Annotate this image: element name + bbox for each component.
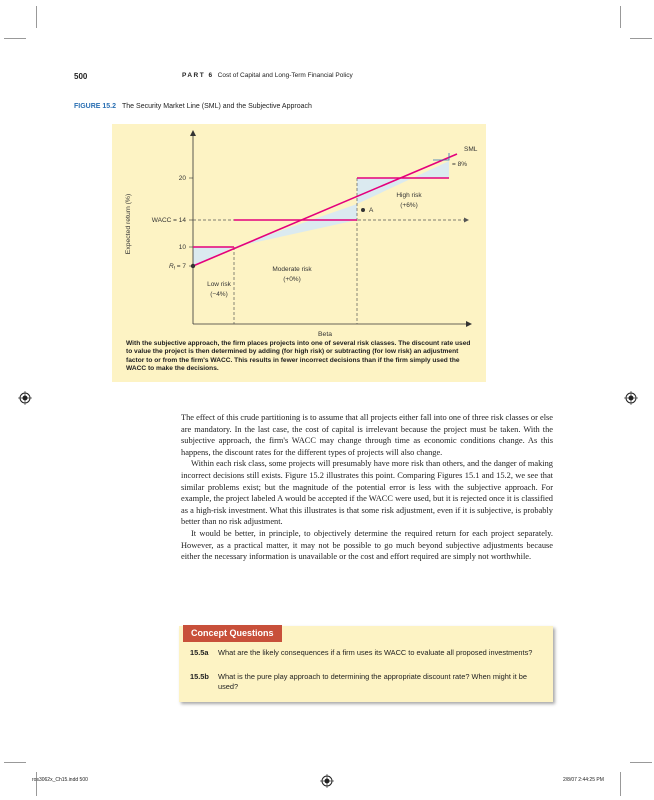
footer-timestamp: 2/8/07 2:44:25 PM [563, 777, 604, 783]
page-number: 500 [74, 72, 88, 81]
y-tick-label: 20 [178, 175, 186, 182]
question-text: What is the pure play approach to determining the appropriate discount rate? When might it be used? [218, 672, 527, 691]
paragraph: The effect of this crude partitioning is to assume that all projects either fall into one of three risk classes or else are mandatory. In the last case, the cost of capital is irrelevant because the project must be taken. With the subjective approach, the firm's WACC may change through time as economic conditions change. As this happens, the discount rates for the different types of projects will also change. [181, 413, 553, 457]
crop-mark [36, 772, 37, 796]
question-number: 15.5b [190, 672, 209, 681]
question-text: What are the likely consequences if a firm uses its WACC to evaluate all proposed investments? [218, 648, 533, 657]
sml-label: SML [464, 146, 478, 153]
crop-mark [630, 38, 652, 39]
body-text [181, 412, 553, 563]
y-axis-arrow-icon [190, 130, 196, 136]
project-a-point [361, 208, 365, 212]
sml-line [193, 154, 457, 266]
part-title: Cost of Capital and Long-Term Financial Policy [217, 72, 353, 79]
registration-mark-icon [624, 391, 638, 405]
running-header [182, 72, 353, 79]
crop-mark [630, 762, 652, 763]
x-axis-title: Beta [318, 331, 332, 338]
rf-value: = 7 [174, 263, 186, 270]
moderate-risk-adjustment: (+0%) [283, 276, 301, 283]
rf-tick-label: $R_f = 7$ [169, 263, 186, 271]
crop-mark [36, 6, 37, 28]
figure-title-text: The Security Market Line (SML) and the Subjective Approach [122, 103, 312, 110]
high-risk-label: High risk [396, 192, 422, 199]
x-axis-arrow-icon [466, 321, 472, 327]
paragraph: Within each risk class, some projects will presumably have more risk than others, and the danger of making incorrect decisions still exists. Figure 15.2 illustrates this point. Comparing Figures 15.1 and 15.2, we see that similar problems exist; but the magnitude of the potential error is less with the subjective approach. For example, the project labeled A would be accepted if the WACC were used, but it is rejected once it is classified as a high-risk investment. What this illustrates is that some risk adjustment, even if it is subjective, is probably better than no risk adjustment. [181, 459, 553, 527]
concept-questions-title: Concept Questions [183, 625, 282, 642]
footer-file-slug: ros3062x_Ch15.indd 500 [32, 777, 88, 783]
figure-label: FIGURE 15.2 [74, 103, 117, 110]
registration-mark-icon [320, 774, 334, 788]
crop-mark [620, 6, 621, 28]
sml-chart [112, 124, 486, 382]
question-number: 15.5a [190, 648, 209, 657]
y-tick-label: 10 [178, 244, 186, 251]
part-label: PART 6 [182, 72, 214, 79]
slope-label: = 8% [452, 161, 467, 168]
wacc-arrow-icon [464, 218, 469, 223]
rf-point [191, 264, 195, 268]
project-a-label: A [369, 207, 374, 214]
moderate-risk-label: Moderate risk [272, 266, 312, 273]
concept-question [190, 672, 542, 692]
figure-caption: With the subjective approach, the firm places projects into one of several risk classes. The discount rate used to value the project is then determined by adding (for high risk) or subtracting (for low risk) an adjustment factor to or from the firm's WACC. This results in fewer incorrect decisions than if the firm simply used the WACC to make the decisions. [126, 340, 471, 373]
registration-mark-icon [18, 391, 32, 405]
low-risk-label: Low risk [207, 281, 231, 288]
crop-mark [620, 772, 621, 796]
figure-title [74, 103, 312, 110]
y-axis-title: Expected return (%) [125, 193, 132, 255]
paragraph: It would be better, in principle, to objectively determine the required return for each project separately. However, as a practical matter, it may not be possible to go much beyond subjective adjustments because either the necessary information is unavailable or the cost and effort required are simply not worthwhile. [181, 528, 553, 562]
crop-mark [4, 38, 26, 39]
concept-question [190, 648, 542, 658]
y-tick-label: WACC = 14 [151, 217, 186, 224]
low-risk-adjustment: (−4%) [210, 291, 228, 298]
high-risk-adjustment: (+6%) [400, 202, 418, 209]
rf-subscript: f [173, 265, 175, 271]
crop-mark [4, 762, 26, 763]
